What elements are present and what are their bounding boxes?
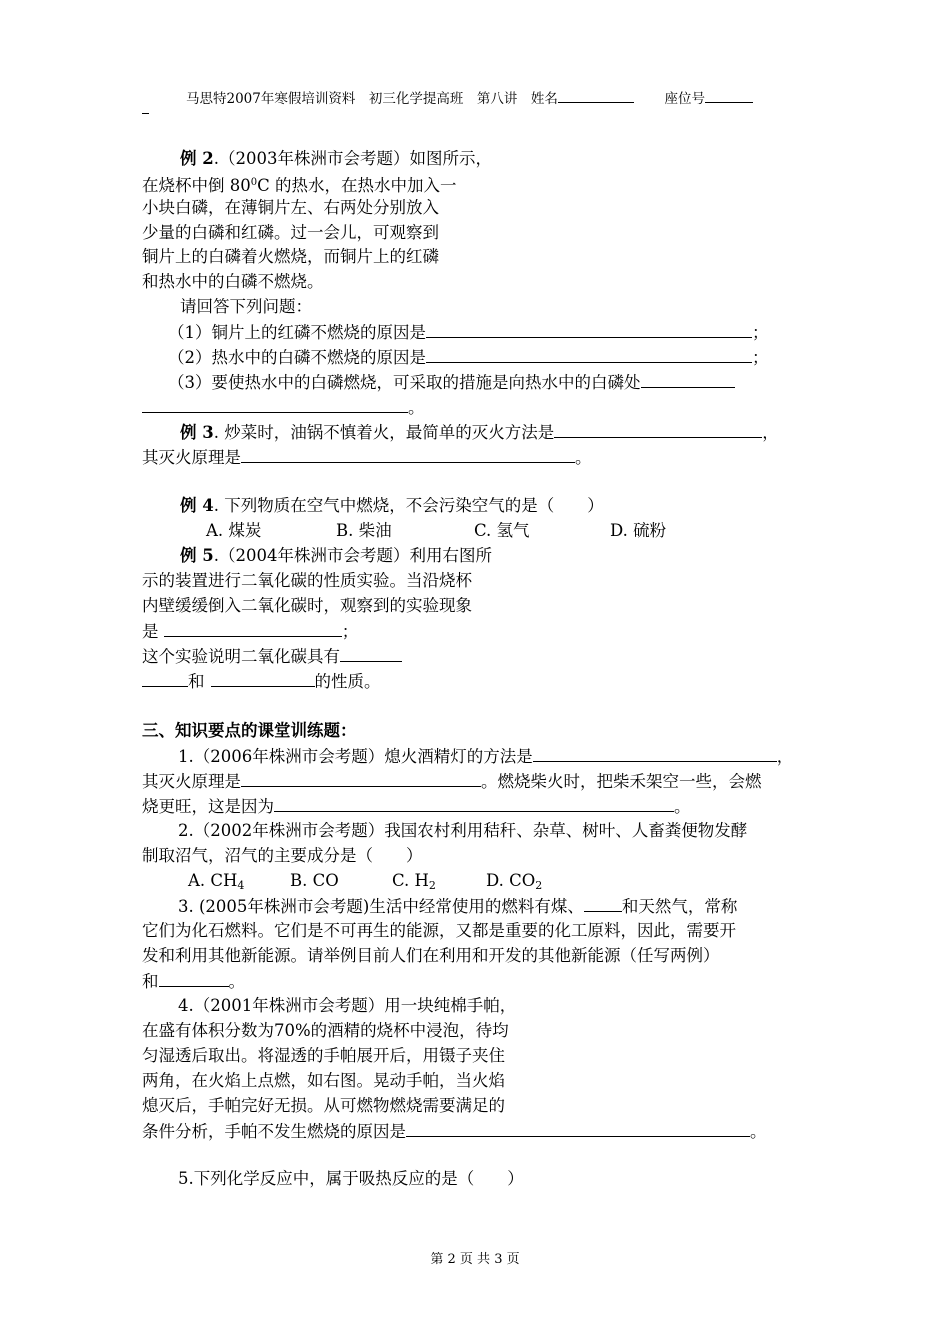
q4-line3: 匀湿透后取出。将湿透的手帕展开后，用镊子夹住 [142, 1046, 505, 1065]
q4-line5: 熄灭后，手帕完好无损。从可燃物燃烧需要满足的 [142, 1096, 505, 1115]
q2-option-b: B. CO [290, 871, 339, 890]
page-header [186, 86, 753, 110]
name-blank [558, 86, 634, 103]
ex5-line4: 是 ； [142, 622, 359, 641]
seat-label: 座位号 [664, 91, 705, 107]
q3-line1: 3. (2005年株洲市会考题)生活中经常使用的燃料有煤、 和天然气，常称 [178, 897, 738, 916]
ex2-q3-cont: 。 [142, 396, 425, 419]
ex5-blank3 [142, 670, 188, 687]
q2-line2: 制取沼气，沼气的主要成分是（ ） [142, 846, 423, 865]
q1-line1: 1.（2006年株洲市会考题）熄火酒精灯的方法是 ， [178, 747, 794, 766]
ex4-option-b: B. 柴油 [336, 521, 392, 540]
q3-line2: 它们为化石燃料。它们是不可再生的能源，又都是重要的化工原料，因此，需要开 [142, 921, 736, 940]
ex5-blank1 [164, 620, 342, 637]
header-dash [142, 113, 149, 114]
q3-line3: 发和利用其他新能源。请举例目前人们在利用和开发的其他新能源（任写两例） [142, 946, 720, 965]
ex5-blank2 [340, 645, 402, 662]
ex2-line4: 少量的白磷和红磷。过一会儿，可观察到 [142, 223, 439, 242]
ex5-line5: 这个实验说明二氧化碳具有 [142, 645, 402, 668]
q1-line2: 其灭火原理是 。燃烧柴火时，把柴禾架空一些，会燃 [142, 772, 762, 791]
q2-option-a: A. $CH_4$ [188, 871, 245, 892]
ex4-option-a: A. 煤炭 [206, 521, 262, 540]
ex3-line2: 其灭火原理是 。 [142, 448, 592, 467]
ex2-q3-blank [641, 371, 735, 388]
ex3-label: 例 3 [180, 423, 214, 442]
ex2-prompt: 请回答下列问题： [180, 297, 312, 316]
ex5-label: 例 5 [180, 546, 214, 565]
ex2-line6: 和热水中的白磷不燃烧。 [142, 272, 324, 291]
ex4-option-c: C. 氢气 [474, 521, 530, 540]
ex4-line1: 例 4. 下列物质在空气中燃烧，不会污染空气的是（ ） [180, 496, 604, 515]
q4-line1: 4.（2001年株洲市会考题）用一块纯棉手帕， [178, 996, 517, 1015]
q4-line2: 在盛有体积分数为70%的酒精的烧杯中浸泡，待均 [142, 1021, 509, 1040]
q2-option-c: C. $H_2$ [392, 871, 436, 892]
q3-blank2 [159, 970, 229, 987]
q1-blank2 [241, 770, 481, 787]
q4-line6: 条件分析，手帕不发生燃烧的原因是 。 [142, 1122, 767, 1141]
q4-blank [406, 1120, 750, 1137]
ex2-q2: （2）热水中的白磷不燃烧的原因是 ； [168, 348, 769, 367]
ex3-line1: 例 3. 炒菜时，油锅不慎着火，最简单的灭火方法是 ， [180, 423, 779, 442]
ex5-line3: 内壁缓缓倒入二氧化碳时，观察到的实验现象 [142, 596, 472, 615]
q2-line1: 2.（2002年株洲市会考题）我国农村利用秸秆、杂草、树叶、人畜粪便物发酵 [178, 821, 748, 840]
ex5-blank4 [211, 670, 315, 687]
q1-blank3 [274, 795, 674, 812]
ex2-line3: 小块白磷，在薄铜片左、右两处分别放入 [142, 198, 439, 217]
q2-option-d: D. $CO_2$ [486, 871, 543, 892]
ex5-line2: 示的装置进行二氧化碳的性质实验。当沿烧杯 [142, 571, 472, 590]
ex5-line6: 和 的性质。 [142, 670, 381, 693]
q1-blank1 [533, 745, 777, 762]
ex4-option-d: D. 硫粉 [610, 521, 667, 540]
header-text: 马思特2007年寒假培训资料 初三化学提高班 第八讲 姓名 [186, 91, 558, 107]
ex2-q1: （1）铜片上的红磷不燃烧的原因是 ； [168, 323, 769, 342]
ex2-q3: （3）要使热水中的白磷燃烧，可采取的措施是向热水中的白磷处 [168, 371, 735, 394]
ex2-line2: 在烧杯中倒 $80^0C$ 的热水，在热水中加入一 [142, 176, 457, 195]
ex3-blank2 [241, 446, 575, 463]
ex4-label: 例 4 [180, 496, 214, 515]
ex2-label: 例 2 [180, 149, 214, 168]
ex5-line1: 例 5.（2004年株洲市会考题）利用右图所 [180, 546, 492, 565]
ex2-q3-blank2 [142, 396, 408, 413]
section3-title: 三、知识要点的课堂训练题： [142, 721, 357, 740]
ex2-line1: 例 2.（2003年株洲市会考题）如图所示， [180, 149, 492, 168]
q3-blank1 [584, 895, 622, 912]
ex2-line5: 铜片上的白磷着火燃烧，而铜片上的红磷 [142, 247, 439, 266]
seat-blank [705, 86, 753, 103]
ex2-q1-blank [426, 321, 752, 338]
ex3-blank1 [554, 421, 762, 438]
page-footer: 第 2 页 共 3 页 [430, 1252, 520, 1267]
q4-line4: 两角，在火焰上点燃，如右图。晃动手帕，当火焰 [142, 1071, 505, 1090]
q1-line3: 烧更旺，这是因为 。 [142, 797, 691, 816]
q5-line1: 5.下列化学反应中，属于吸热反应的是（ ） [178, 1169, 524, 1188]
ex2-q2-blank [426, 346, 752, 363]
q3-line4: 和 。 [142, 972, 245, 991]
